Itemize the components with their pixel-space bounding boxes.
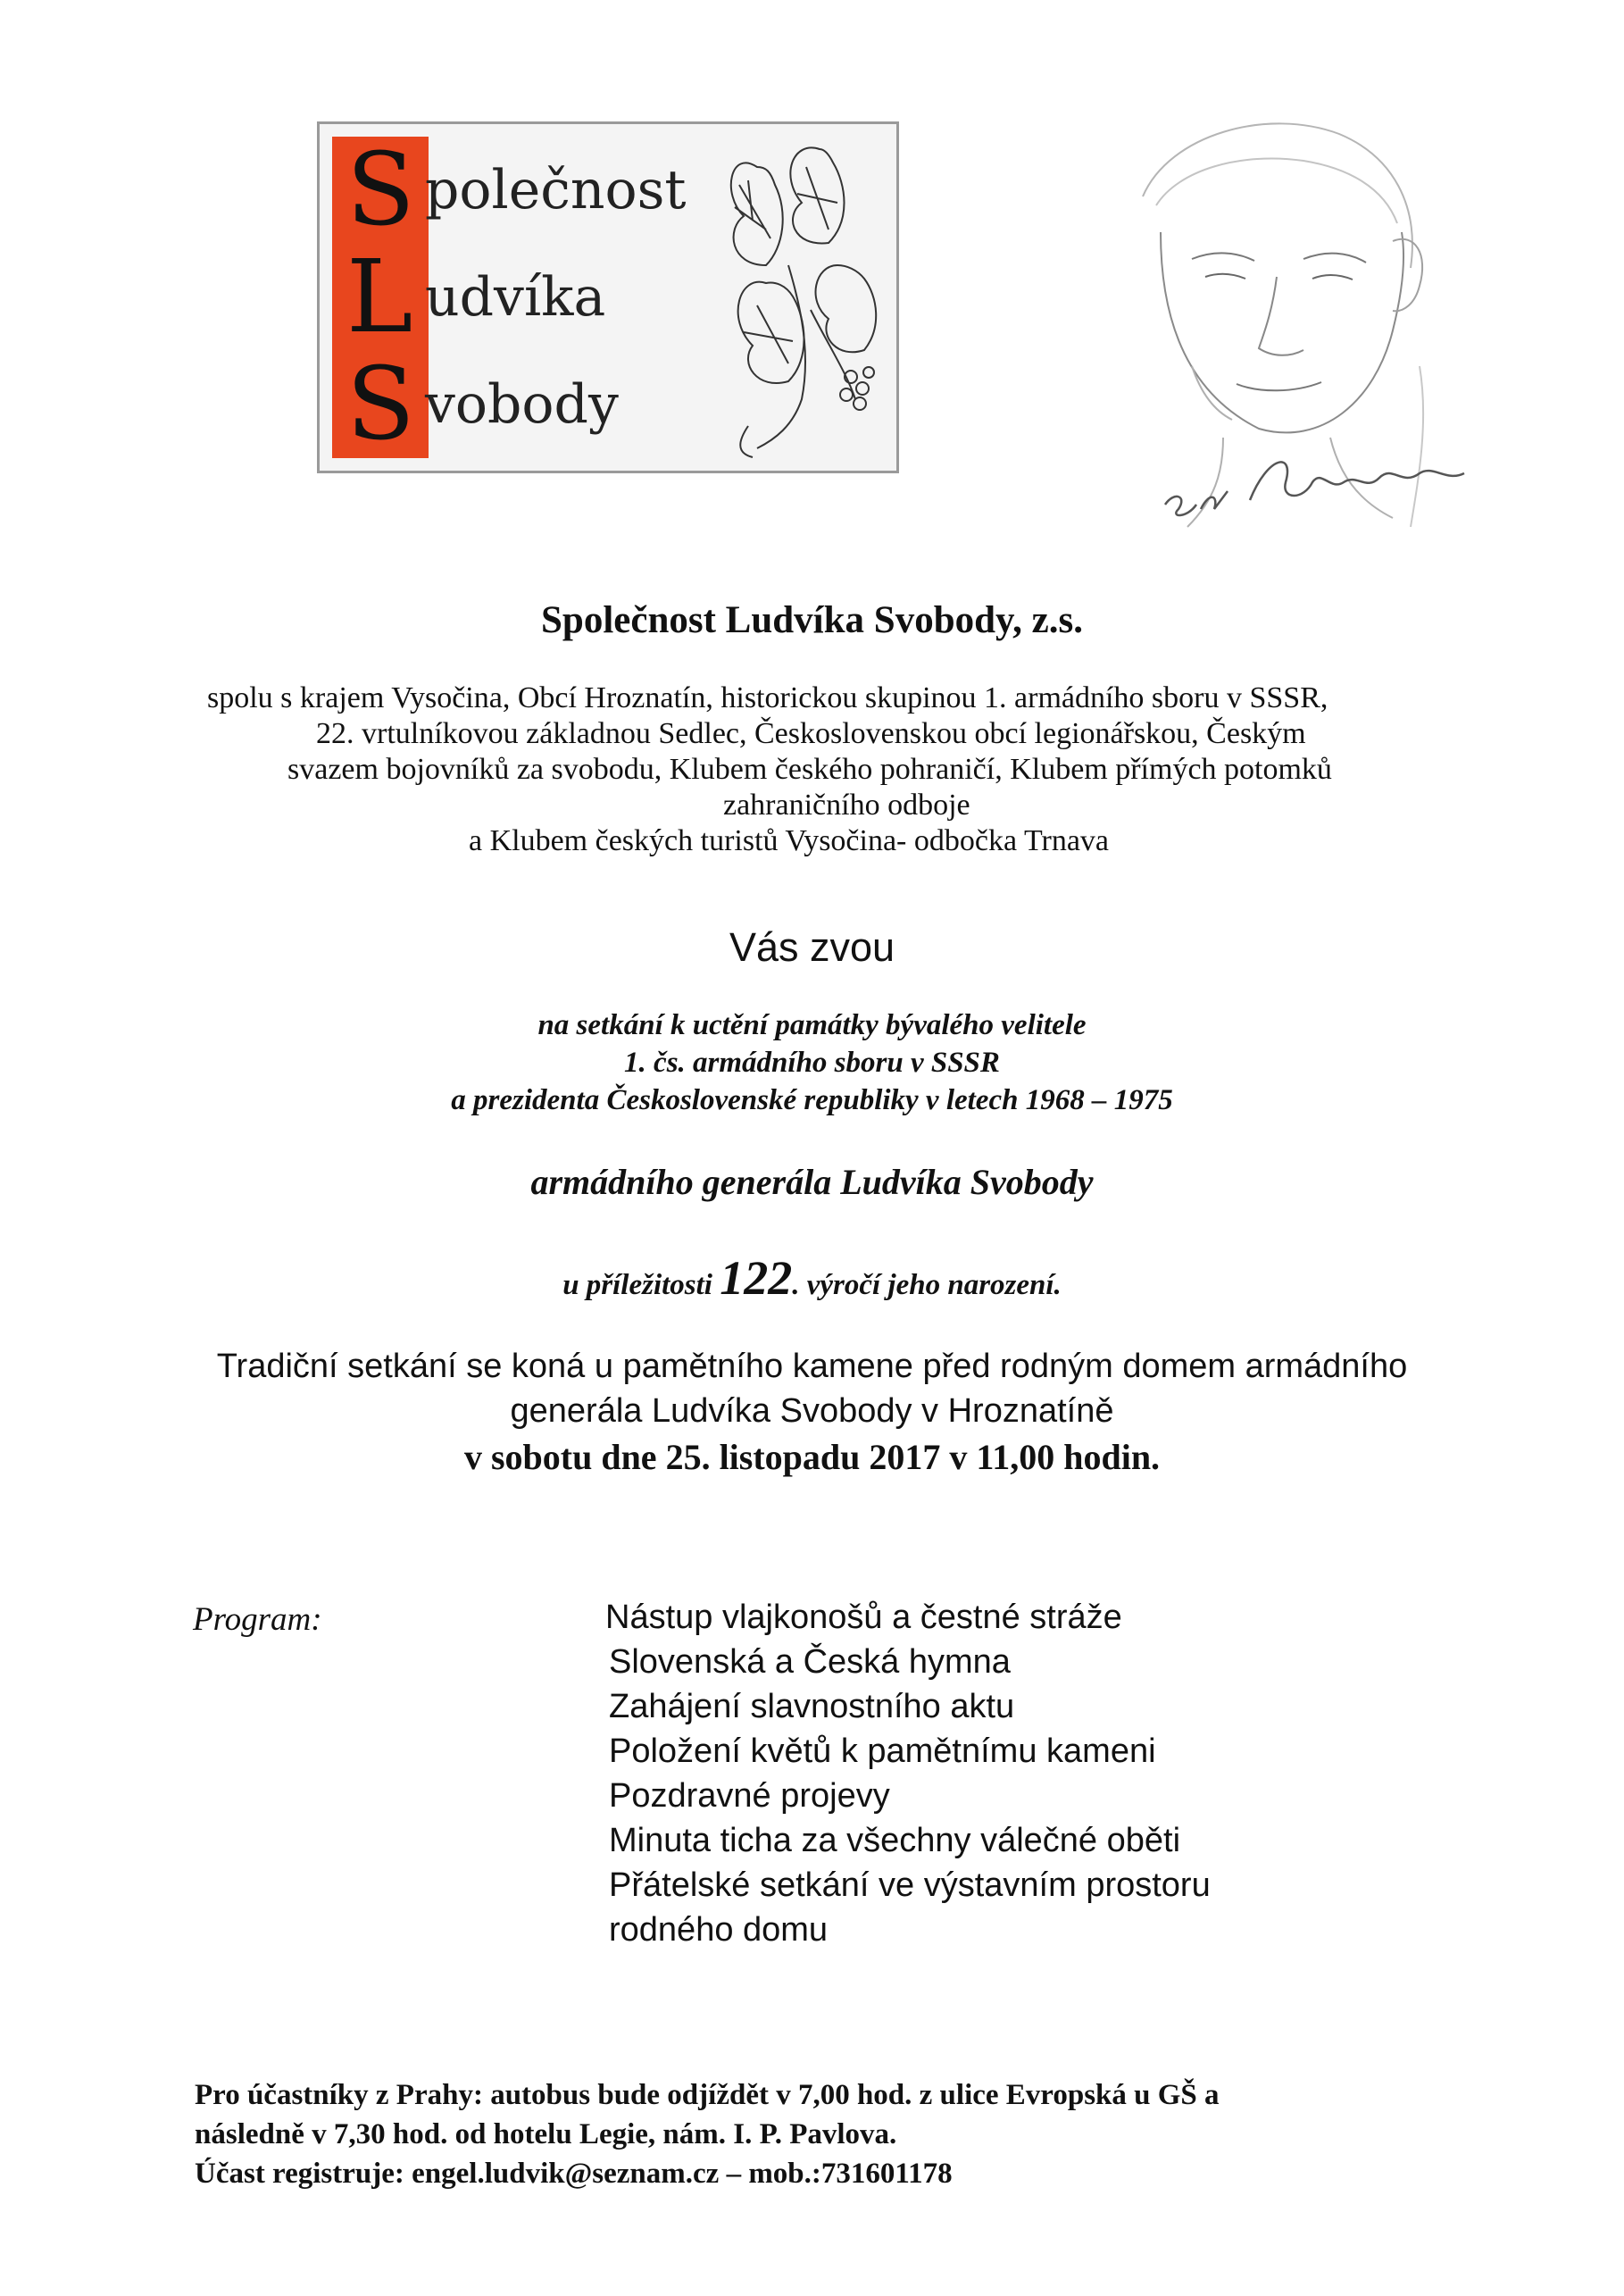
program-item: Položení květů k pamětnímu kameni: [609, 1732, 1156, 1770]
partner-line-4: zahraničního odboje: [723, 789, 970, 822]
anniversary-number: 122: [720, 1251, 793, 1305]
program-item: rodného domu: [609, 1911, 829, 1949]
logo-word-spolecnost: polečnost: [425, 159, 687, 221]
program-item: Slovenská a Česká hymna: [609, 1643, 1011, 1681]
event-date: v sobotu dne 25. listopadu 2017 v 11,00 hodin.: [463, 1437, 1161, 1477]
purpose-line-3: a prezidenta Československé republiky v letech 1968 – 1975: [451, 1084, 1173, 1116]
program-label: Program:: [193, 1601, 322, 1638]
occasion-suffix: . výročí jeho narození.: [792, 1269, 1062, 1301]
occasion-prefix: u příležitosti: [562, 1269, 712, 1301]
invite-heading: Vás zvou: [729, 924, 895, 970]
program-item: Minuta ticha za všechny válečné oběti: [609, 1822, 1181, 1859]
program-item: Zahájení slavnostního aktu: [609, 1688, 1015, 1725]
logo-line-1: [346, 132, 687, 248]
program-list: [605, 1595, 1211, 1952]
purpose-line-2: 1. čs. armádního sboru v SSSR: [624, 1047, 1000, 1079]
logo-line-3: [346, 346, 619, 463]
logo-letter-s2: S: [346, 346, 415, 463]
linden-leaf-icon: [704, 131, 895, 462]
honoree: armádního generála Ludvíka Svobody: [530, 1162, 1094, 1202]
partner-line-5: a Klubem českých turistů Vysočina- odbočka Trnava: [469, 824, 1110, 857]
organizer-title: Společnost Ludvíka Svobody, z.s.: [541, 599, 1083, 641]
partner-line-3: svazem bojovníků za svobodu, Klubem českého pohraničí, Klubem přímých potomků: [287, 753, 1332, 786]
logo-line-2: [346, 239, 606, 355]
place-line-2: generála Ludvíka Svobody v Hroznatíně: [510, 1392, 1114, 1430]
transport-info: [195, 2075, 1220, 2193]
occasion-line: [0, 1250, 1624, 1306]
footer-line-2: následně v 7,30 hod. od hotelu Legie, nám. I. P. Pavlova.: [195, 2118, 897, 2150]
logo-word-ludvika: udvíka: [425, 266, 606, 329]
logo-letter-l: L: [346, 239, 413, 355]
place-line-1: Tradiční setkání se koná u pamětního kamene před rodným domem armádního: [216, 1348, 1408, 1385]
partner-line-1: spolu s krajem Vysočina, Obcí Hroznatín, historickou skupinou 1. armádního sboru v SSSR,: [207, 681, 1328, 714]
portrait-sketch: [1036, 98, 1536, 545]
footer-line-3: Účast registruje: engel.ludvik@seznam.cz – mob.:731601178: [195, 2158, 953, 2190]
program-item: Nástup vlajkonošů a čestné stráže: [605, 1599, 1122, 1636]
sls-logo: [317, 121, 899, 473]
program-item: Pozdravné projevy: [609, 1777, 890, 1815]
logo-letter-s: S: [346, 132, 415, 248]
logo-word-svobody: vobody: [425, 373, 619, 436]
partner-line-2: 22. vrtulníkovou základnou Sedlec, Československou obcí legionářskou, Českým: [316, 717, 1306, 750]
event-place: [0, 1344, 1624, 1433]
footer-line-1: Pro účastníky z Prahy: autobus bude odjíždět v 7,00 hod. z ulice Evropská u GŠ a: [195, 2079, 1220, 2111]
program-item: Přátelské setkání ve výstavním prostoru: [609, 1866, 1211, 1904]
purpose-line-1: na setkání k uctění památky bývalého velitele: [537, 1009, 1087, 1041]
